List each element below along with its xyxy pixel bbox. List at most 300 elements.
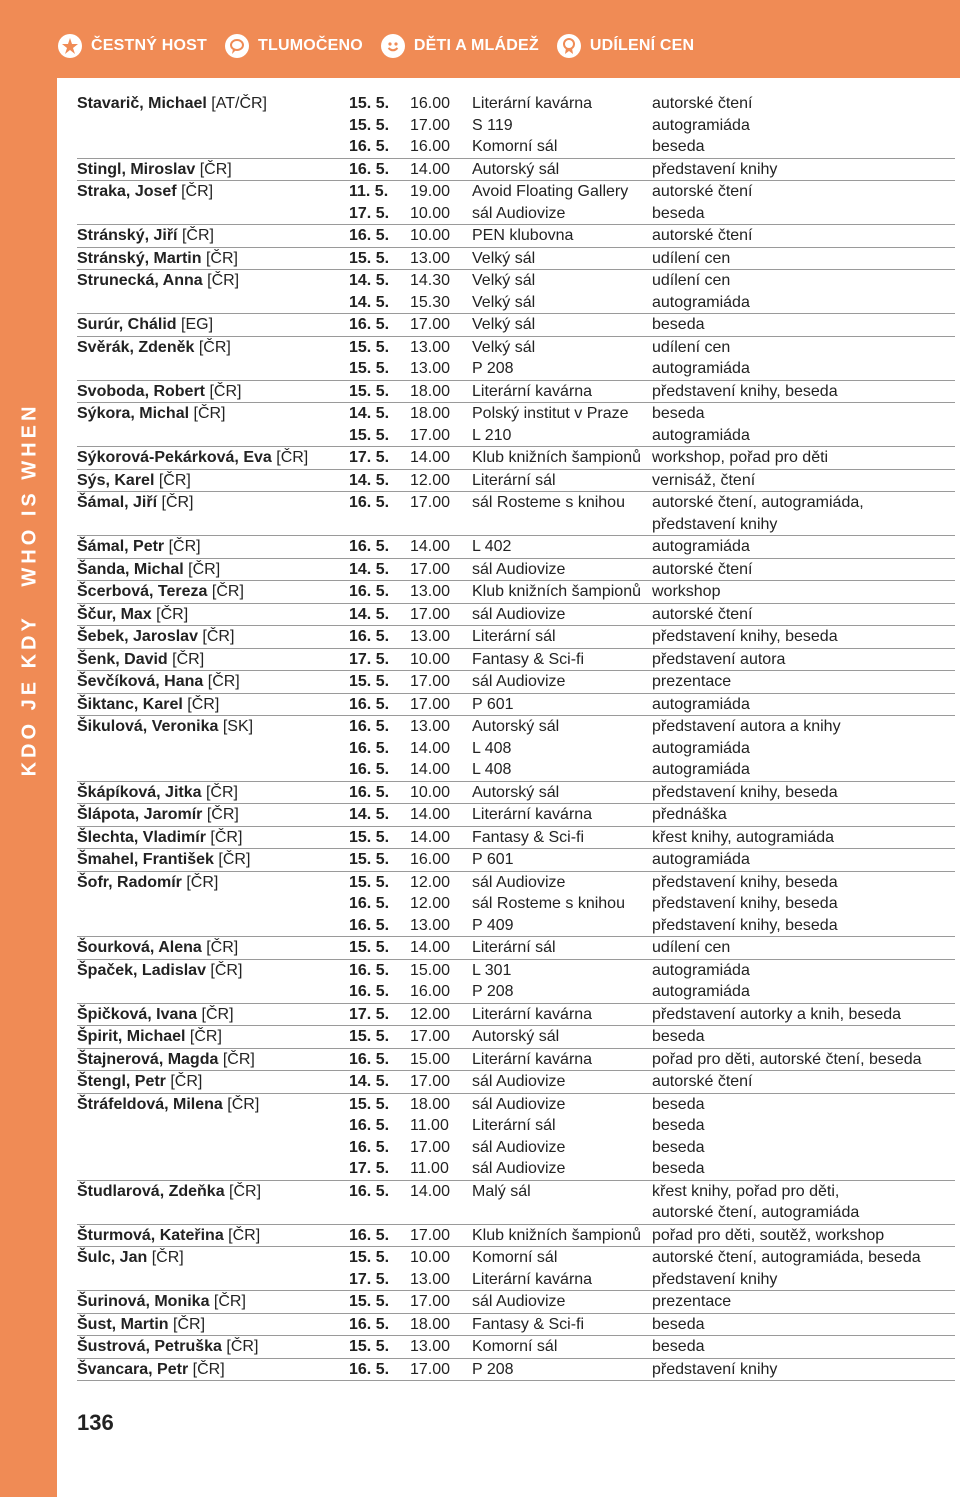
event-action: přednáška (652, 806, 727, 823)
event-action: představení knihy (652, 515, 778, 533)
event-row (77, 136, 955, 158)
person-surname: Šámal, Petr (77, 538, 165, 555)
event-action: představení autorky a knih, beseda (652, 1005, 902, 1023)
event-date: 16. 5. (349, 538, 390, 555)
person-name (77, 649, 349, 671)
event-row (77, 314, 955, 336)
event-row (77, 447, 955, 469)
person-country: [ČR] (156, 605, 189, 623)
event-time: 17.00 (410, 116, 451, 134)
person-country: [ČR] (186, 873, 219, 891)
event-date: 16. 5. (349, 138, 390, 155)
event-venue: sál Audiovize (472, 1073, 566, 1090)
schedule-entry (77, 1314, 955, 1337)
event-time: 16.00 (410, 95, 451, 112)
person-surname: Šámal, Jiří (77, 494, 158, 511)
event-date: 15. 5. (349, 1028, 390, 1045)
person-name (77, 716, 349, 738)
person-country: [ČR] (207, 272, 240, 289)
event-row (77, 203, 955, 225)
person-name (77, 1137, 349, 1159)
event-row (77, 248, 955, 270)
event-action: prezentace (652, 1293, 732, 1310)
event-venue: P 409 (472, 916, 514, 934)
event-venue: Literární kavárna (472, 1005, 593, 1023)
event-venue: Komorní sál (472, 1338, 558, 1355)
event-venue: L 301 (472, 961, 512, 979)
event-action: autogramiáda (652, 761, 750, 778)
event-time: 13.00 (410, 718, 451, 735)
event-time: 11.00 (410, 1117, 449, 1134)
person-surname: Švancara, Petr (77, 1360, 189, 1378)
event-venue (472, 1202, 652, 1224)
person-name (77, 759, 349, 781)
event-date: 17. 5. (349, 1270, 390, 1288)
person-country: [AT/ČR] (211, 95, 267, 112)
person-country: [ČR] (206, 806, 239, 823)
person-surname: Ševčíková, Hana (77, 673, 204, 690)
person-surname: Sýs, Karel (77, 471, 155, 489)
event-venue: Autorský sál (472, 718, 560, 735)
event-venue: Polský institut v Praze (472, 405, 629, 422)
event-time: 15.00 (410, 961, 451, 979)
star-badge-icon (58, 34, 82, 58)
person-country: [EG] (181, 316, 214, 333)
event-venue: Malý sál (472, 1182, 531, 1200)
event-venue: S 119 (472, 116, 513, 134)
event-action: autorské čtení (652, 95, 753, 112)
event-time: 14.30 (410, 272, 451, 289)
person-name (77, 981, 349, 1003)
person-surname: Šourková, Alena (77, 939, 202, 956)
event-row (77, 1181, 955, 1203)
event-venue: Literární sál (472, 628, 556, 645)
event-venue: sál Audiovize (472, 605, 566, 623)
event-row (77, 1269, 955, 1291)
event-time: 10.00 (410, 650, 451, 668)
event-date: 16. 5. (349, 1117, 390, 1134)
event-action: křest knihy, autogramiáda (652, 828, 835, 846)
event-row (77, 581, 955, 603)
event-action: autogramiáda (652, 538, 750, 555)
schedule-entry (77, 403, 955, 447)
event-date: 15. 5. (349, 1293, 390, 1310)
event-action: představení knihy, beseda (652, 916, 838, 934)
event-date: 15. 5. (349, 828, 390, 846)
person-name (77, 604, 349, 626)
header-bar (0, 0, 960, 78)
event-time: 14.00 (410, 828, 451, 846)
event-date: 16. 5. (349, 961, 390, 979)
legend-item-awards (557, 34, 694, 58)
person-surname: Škápíková, Jitka (77, 783, 202, 801)
event-time: 14.00 (410, 739, 451, 757)
event-action: udílení cen (652, 338, 731, 356)
event-time: 18.00 (410, 382, 451, 400)
person-name (77, 136, 349, 158)
event-date: 16. 5. (349, 761, 390, 778)
event-date: 17. 5. (349, 204, 390, 222)
event-row (77, 1049, 955, 1071)
schedule-entry (77, 1336, 955, 1359)
event-action: prezentace (652, 673, 732, 690)
event-row (77, 559, 955, 581)
event-row (77, 1158, 955, 1180)
event-time: 17.00 (410, 1028, 451, 1045)
event-action: křest knihy, pořad pro děti, (652, 1182, 840, 1200)
event-time: 17.00 (410, 316, 451, 333)
event-venue: Fantasy & Sci-fi (472, 650, 585, 668)
event-action: beseda (652, 1315, 705, 1333)
person-name (77, 1004, 349, 1026)
person-country: [ČR] (276, 449, 309, 466)
person-name (77, 581, 349, 603)
person-surname: Šofr, Radomír (77, 873, 182, 891)
schedule-entry (77, 1181, 955, 1225)
schedule-entry (77, 1094, 955, 1181)
person-name (77, 203, 349, 225)
event-row (77, 358, 955, 380)
event-venue: Autorský sál (472, 783, 560, 801)
schedule-table (77, 93, 955, 1381)
person-surname: Štengl, Petr (77, 1073, 166, 1090)
event-venue: L 210 (472, 426, 512, 444)
event-row (77, 1336, 955, 1358)
event-row (77, 403, 955, 425)
person-surname: Svoboda, Robert (77, 382, 206, 400)
person-name (77, 358, 349, 380)
person-name (77, 626, 349, 648)
event-time: 14.00 (410, 1182, 451, 1200)
event-venue: sál Audiovize (472, 560, 566, 578)
event-action: představení knihy, beseda (652, 628, 838, 645)
event-venue: Velký sál (472, 316, 536, 333)
event-date: 16. 5. (349, 895, 390, 912)
person-name (77, 514, 349, 536)
event-venue (472, 514, 652, 536)
schedule-entry (77, 381, 955, 404)
event-date: 15. 5. (349, 1338, 390, 1355)
event-time: 19.00 (410, 183, 451, 200)
event-venue: Klub knižních šampionů (472, 1226, 641, 1244)
person-country: [ČR] (227, 1095, 260, 1113)
schedule-entry (77, 1291, 955, 1314)
person-name (77, 115, 349, 137)
schedule-entry (77, 1049, 955, 1072)
event-row (77, 1004, 955, 1026)
event-venue: Autorský sál (472, 1028, 560, 1045)
event-time: 12.00 (410, 471, 451, 489)
schedule-entry (77, 1004, 955, 1027)
event-action: autogramiáda (652, 360, 750, 377)
event-venue: Literární kavárna (472, 1270, 593, 1288)
event-date: 14. 5. (349, 405, 390, 422)
sidebar (0, 78, 57, 1497)
person-surname: Sýkora, Michal (77, 405, 190, 422)
schedule-entry (77, 492, 955, 536)
event-row (77, 1026, 955, 1048)
event-date: 15. 5. (349, 851, 390, 868)
event-row (77, 1071, 955, 1093)
person-country: [ČR] (198, 338, 231, 356)
event-venue: P 208 (472, 983, 514, 1000)
event-date: 14. 5. (349, 471, 390, 489)
person-name (77, 270, 349, 292)
schedule-entry (77, 93, 955, 159)
person-name (77, 694, 349, 716)
person-country: [ČR] (209, 382, 242, 400)
event-time: 13.00 (410, 360, 451, 377)
person-name (77, 960, 349, 982)
event-time: 17.00 (410, 1293, 451, 1310)
event-row (77, 960, 955, 982)
event-action: beseda (652, 1138, 705, 1156)
event-row (77, 492, 955, 514)
person-surname: Študlarová, Zdeňka (77, 1182, 225, 1200)
event-date: 17. 5. (349, 1005, 390, 1023)
event-time: 11.00 (410, 1160, 449, 1177)
event-date: 16. 5. (349, 739, 390, 757)
event-venue: Velký sál (472, 249, 536, 267)
event-time: 16.00 (410, 983, 451, 1000)
event-time: 17.00 (410, 605, 451, 623)
person-country: [ČR] (151, 1249, 184, 1266)
event-row (77, 514, 955, 536)
person-name (77, 827, 349, 849)
person-surname: Šustrová, Petruška (77, 1338, 222, 1355)
event-venue: Literární kavárna (472, 382, 593, 400)
person-name (77, 93, 349, 115)
event-date: 16. 5. (349, 695, 390, 713)
person-name (77, 1269, 349, 1291)
event-time: 15.30 (410, 293, 451, 311)
event-row (77, 1094, 955, 1116)
sidebar-title-cs: KDO JE KDY (18, 614, 41, 777)
person-name (77, 872, 349, 894)
person-country: [ČR] (199, 160, 232, 178)
event-venue: L 408 (472, 761, 512, 778)
event-time: 17.00 (410, 1138, 451, 1156)
event-time: 13.00 (410, 583, 451, 600)
event-row (77, 981, 955, 1003)
person-surname: Stavarič, Michael (77, 95, 207, 112)
schedule-entry (77, 337, 955, 381)
event-time: 10.00 (410, 204, 451, 222)
event-time: 12.00 (410, 895, 451, 912)
event-action: autogramiáda (652, 293, 750, 311)
event-venue: Literární sál (472, 1117, 556, 1134)
event-action: autogramiáda (652, 739, 750, 757)
event-date: 15. 5. (349, 1249, 390, 1266)
person-name (77, 804, 349, 826)
event-date: 16. 5. (349, 1226, 390, 1244)
schedule-entry (77, 937, 955, 960)
event-row (77, 937, 955, 959)
event-action: workshop (652, 583, 721, 600)
event-action: beseda (652, 138, 705, 155)
event-action: autorské čtení (652, 605, 753, 623)
event-action: představení knihy, beseda (652, 382, 838, 400)
event-action: autogramiáda (652, 116, 750, 134)
event-venue: Velký sál (472, 338, 536, 356)
event-row (77, 115, 955, 137)
page-number: 136 (77, 1410, 114, 1435)
event-venue: sál Audiovize (472, 673, 566, 690)
schedule-entry (77, 559, 955, 582)
event-date: 16. 5. (349, 1315, 390, 1333)
event-time: 13.00 (410, 1270, 451, 1288)
event-date: 15. 5. (349, 1095, 390, 1113)
schedule-entry (77, 1071, 955, 1094)
event-date: 14. 5. (349, 293, 390, 311)
schedule-entry (77, 716, 955, 782)
person-name (77, 671, 349, 693)
schedule-entry (77, 581, 955, 604)
person-name (77, 425, 349, 447)
person-name (77, 337, 349, 359)
event-venue: Autorský sál (472, 160, 560, 178)
schedule-entry (77, 604, 955, 627)
person-country: [ČR] (161, 494, 194, 511)
event-venue: Literární kavárna (472, 806, 593, 823)
person-name (77, 381, 349, 403)
event-date: 11. 5. (349, 183, 389, 200)
event-row (77, 1137, 955, 1159)
event-venue: sál Rosteme s knihou (472, 494, 625, 511)
legend-label: DĚTI A MLÁDEŽ (413, 37, 539, 54)
schedule-entry (77, 694, 955, 717)
person-surname: Šcerbová, Tereza (77, 583, 208, 600)
person-surname: Špičková, Ivana (77, 1005, 198, 1023)
sidebar-title-en: WHO IS WHEN (18, 402, 41, 587)
person-country: [ČR] (218, 851, 251, 868)
schedule-entry (77, 225, 955, 248)
person-surname: Šust, Martin (77, 1315, 169, 1333)
person-surname: Surúr, Chálid (77, 316, 177, 333)
schedule-entry (77, 181, 955, 225)
schedule-entry (77, 626, 955, 649)
event-row (77, 1115, 955, 1137)
event-row (77, 181, 955, 203)
event-action: představení knihy, beseda (652, 783, 838, 801)
person-name (77, 159, 349, 181)
event-time: 16.00 (410, 138, 451, 155)
event-venue: Avoid Floating Gallery (472, 183, 629, 200)
schedule-entry (77, 270, 955, 314)
person-country: [ČR] (201, 1005, 234, 1023)
person-name (77, 403, 349, 425)
event-action: autogramiáda (652, 851, 750, 868)
event-action: beseda (652, 405, 705, 422)
event-action: představení autora a knihy (652, 718, 841, 735)
event-date: 15. 5. (349, 673, 390, 690)
event-row (77, 849, 955, 871)
person-surname: Svěrák, Zdeněk (77, 338, 195, 356)
event-date: 15. 5. (349, 939, 390, 956)
schedule-entry (77, 159, 955, 182)
event-date: 16. 5. (349, 494, 390, 511)
person-surname: Šikulová, Veronika (77, 718, 219, 735)
event-date: 14. 5. (349, 806, 390, 823)
event-date: 15. 5. (349, 95, 390, 112)
event-time: 14.00 (410, 761, 451, 778)
event-row (77, 159, 955, 181)
event-action: beseda (652, 204, 705, 222)
event-row (77, 759, 955, 781)
legend-label: ČESTNÝ HOST (91, 37, 207, 54)
event-time: 10.00 (410, 1249, 451, 1266)
event-time: 10.00 (410, 783, 451, 801)
event-time: 16.00 (410, 851, 451, 868)
event-action: představení knihy (652, 1360, 778, 1378)
person-surname: Šanda, Michal (77, 560, 184, 578)
event-time: 14.00 (410, 939, 451, 956)
event-row (77, 470, 955, 492)
person-surname: Stránský, Martin (77, 249, 202, 267)
schedule-entry (77, 960, 955, 1004)
event-action: autogramiáda (652, 695, 750, 713)
schedule-entry (77, 872, 955, 938)
person-country: [ČR] (158, 471, 191, 489)
person-surname: Sýkorová-Pekárková, Eva (77, 449, 272, 466)
person-surname: Špirit, Michael (77, 1028, 186, 1045)
person-country: [ČR] (188, 560, 221, 578)
person-name (77, 1049, 349, 1071)
event-date: 16. 5. (349, 316, 390, 333)
event-time: 17.00 (410, 1226, 451, 1244)
event-action: beseda (652, 1028, 705, 1045)
event-time: 17.00 (410, 1073, 451, 1090)
event-row (77, 1291, 955, 1313)
person-country: [ČR] (228, 1226, 261, 1244)
person-name (77, 1094, 349, 1116)
event-date: 14. 5. (349, 560, 390, 578)
person-country: [ČR] (213, 1293, 246, 1310)
event-action: autorské čtení (652, 1073, 753, 1090)
event-date: 15. 5. (349, 360, 390, 377)
person-country: [ČR] (222, 1050, 255, 1068)
person-name (77, 1359, 349, 1381)
event-date: 14. 5. (349, 1073, 390, 1090)
person-name (77, 849, 349, 871)
event-date: 16. 5. (349, 1050, 390, 1068)
event-venue: Velký sál (472, 272, 536, 289)
person-name (77, 314, 349, 336)
event-venue: sál Rosteme s knihou (472, 895, 625, 912)
event-venue: P 601 (472, 851, 514, 868)
schedule-entry (77, 536, 955, 559)
event-time: 14.00 (410, 449, 451, 466)
legend-item-kids (381, 34, 539, 58)
event-date: 16. 5. (349, 1182, 390, 1200)
person-country: [ČR] (206, 939, 239, 956)
person-name (77, 738, 349, 760)
schedule-entry (77, 671, 955, 694)
event-row (77, 292, 955, 314)
person-name (77, 492, 349, 514)
schedule-entry (77, 1247, 955, 1291)
event-time (410, 1202, 472, 1224)
event-row (77, 1225, 955, 1247)
event-date: 15. 5. (349, 426, 390, 444)
person-name (77, 915, 349, 937)
event-action: autogramiáda (652, 961, 750, 979)
event-row (77, 649, 955, 671)
event-action: autorské čtení, autogramiáda (652, 1204, 860, 1221)
event-time: 17.00 (410, 426, 451, 444)
legend-item-interpreted (225, 34, 363, 58)
event-date (349, 514, 410, 536)
